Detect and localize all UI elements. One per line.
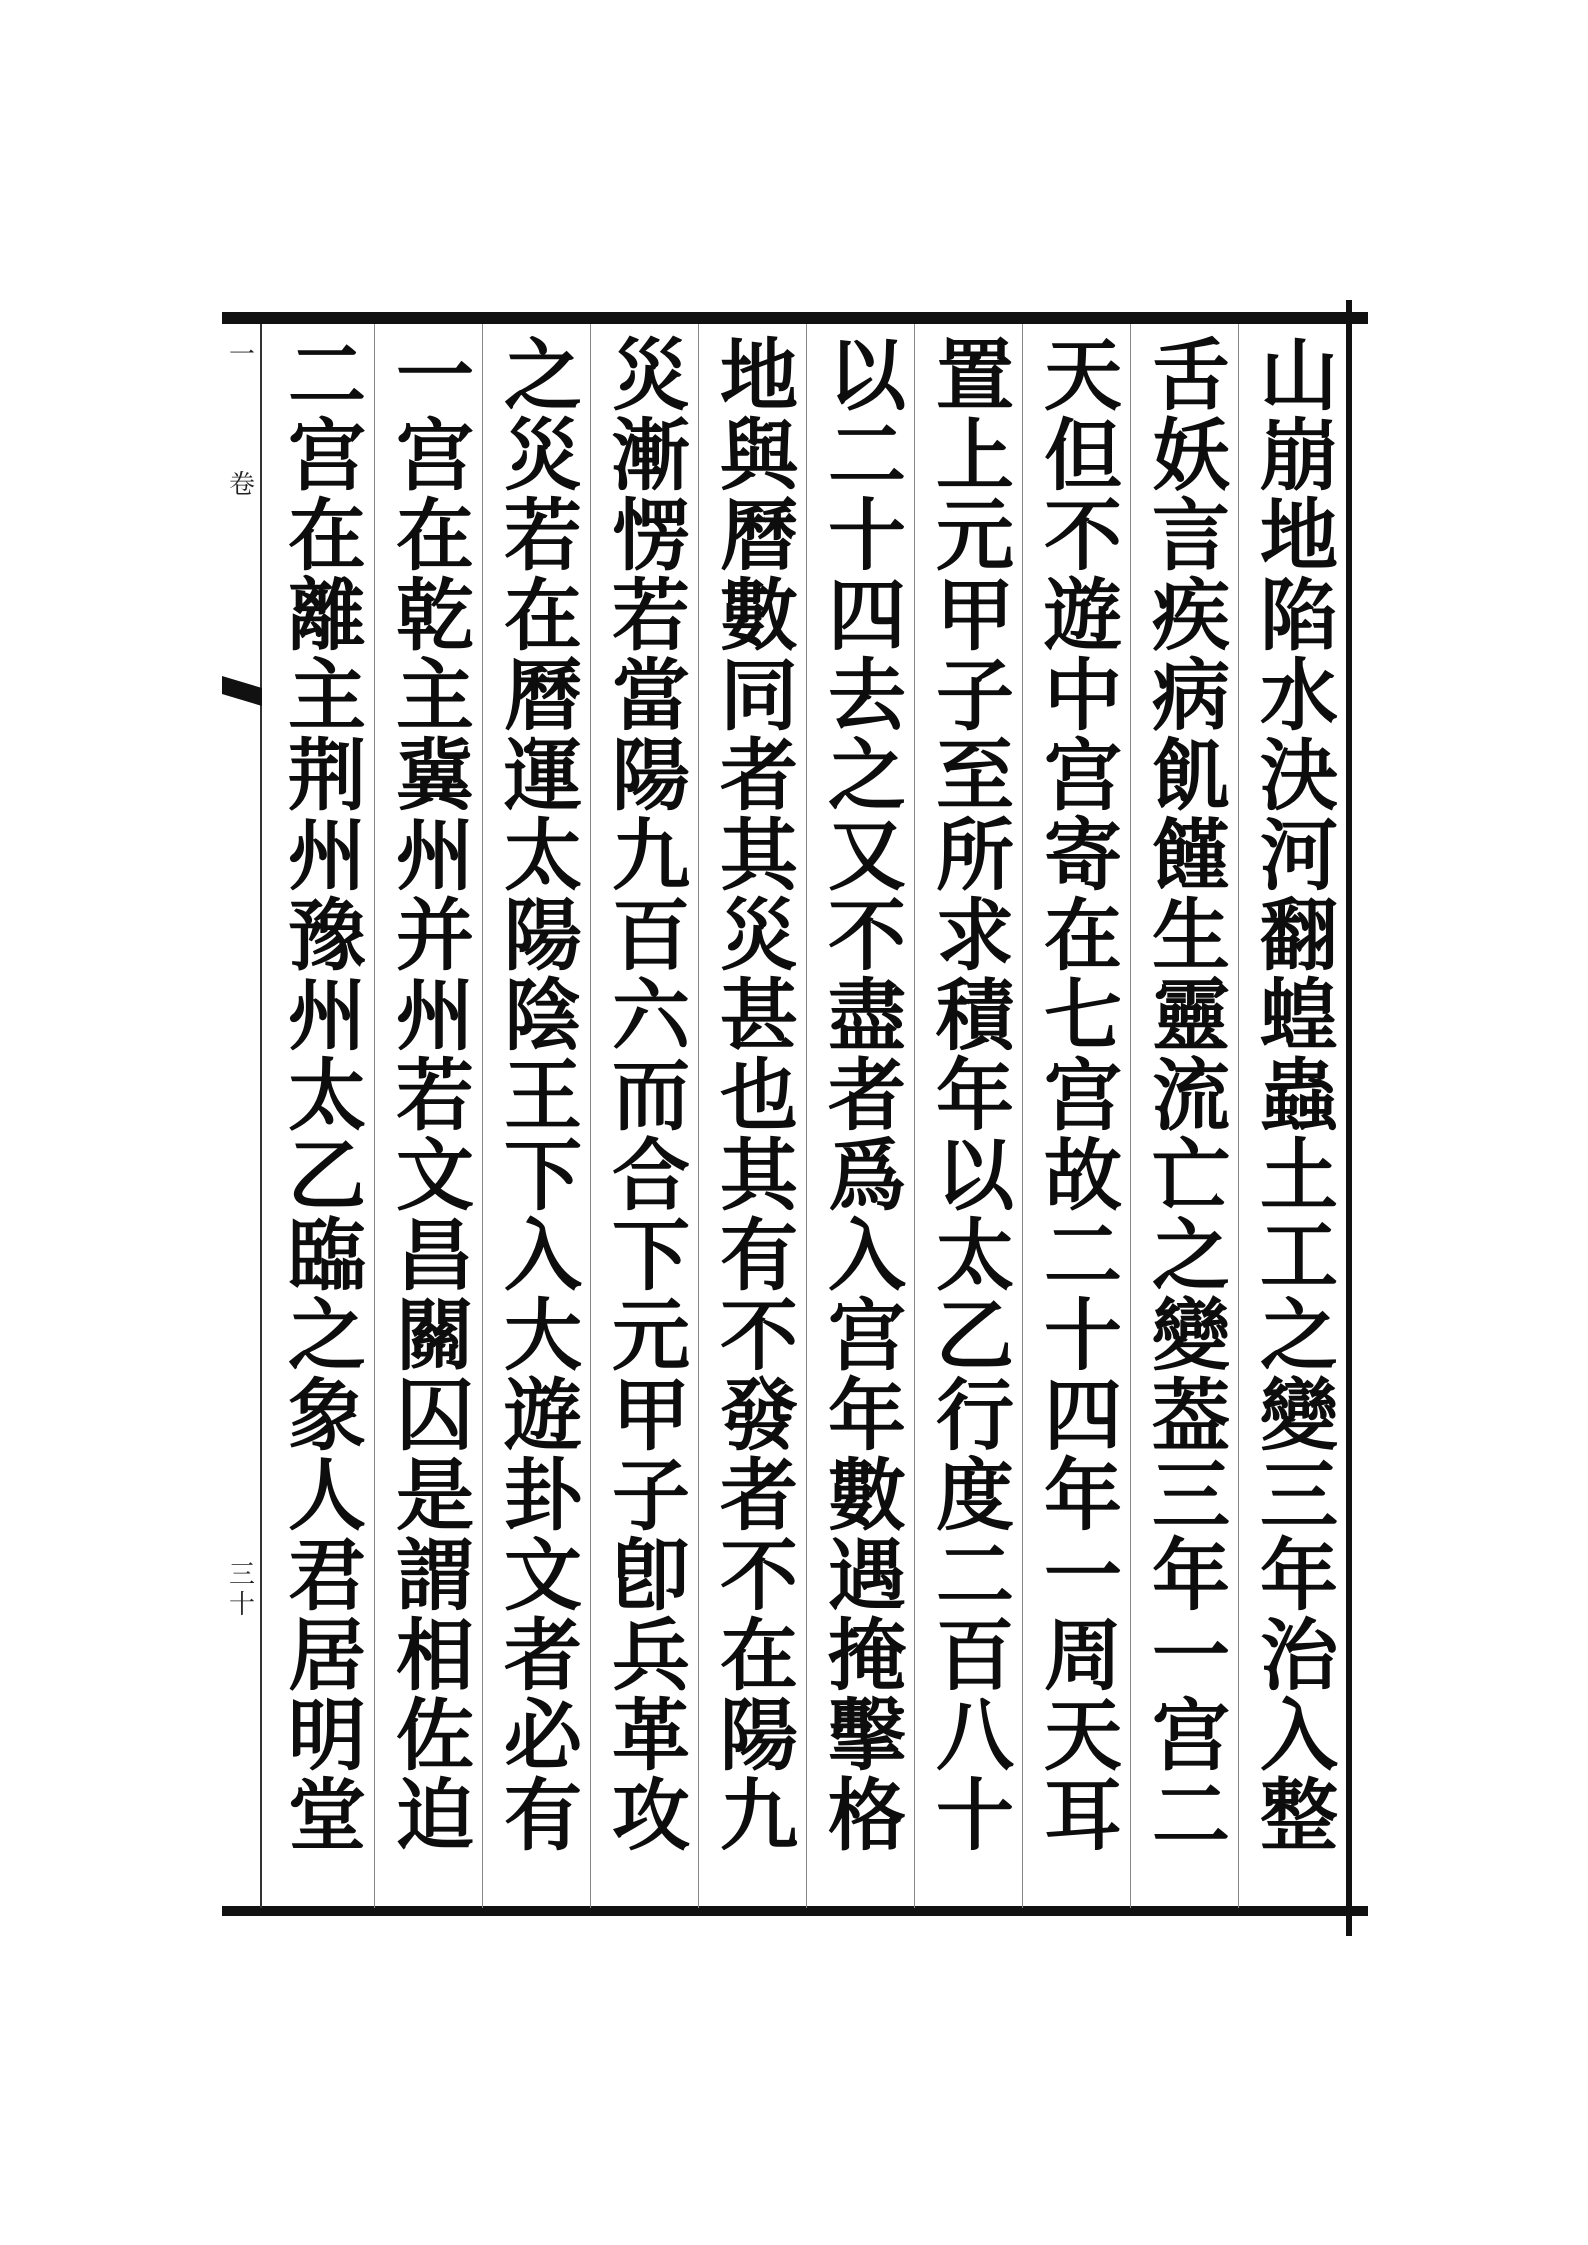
text-column-10: 二宫在離主荆州豫州太乙臨之象人君居明堂 [275, 334, 366, 1854]
margin-mid-mark: 卷 [228, 470, 255, 500]
text-column-9: 一宫在乾主冀州并州若文昌關囚是謂相佐迫 [374, 324, 482, 1908]
banxin-margin-column [222, 324, 262, 1908]
margin-top-mark: 一 [228, 340, 255, 370]
text-column-1: 山崩地陷水決河翻蝗蟲土工之變三年治入整 [1238, 324, 1346, 1908]
text-columns [262, 324, 1346, 1908]
frame-right-border [1346, 300, 1352, 1936]
text-column-5: 以二十四去之又不盡者爲入宫年數遇掩擊格 [806, 324, 914, 1908]
text-column-4: 置上元甲子至所求積年以太乙行度二百八十 [914, 324, 1022, 1908]
text-column-8: 之災若在曆運太陽陰王下入大遊卦文者必有 [482, 324, 590, 1908]
text-column-2: 舌妖言疾病飢饉生靈流亡之變葢三年一宫二 [1130, 324, 1238, 1908]
text-column-7: 災漸愣若當陽九百六而合下元甲子卽兵革攻 [590, 324, 698, 1908]
text-column-3: 天但不遊中宫寄在七宫故二十四年一周天耳 [1022, 324, 1130, 1908]
margin-folio-number: 三十 [228, 1560, 255, 1620]
text-column-6: 地與曆數同者其災甚也其有不發者不在陽九 [698, 324, 806, 1908]
